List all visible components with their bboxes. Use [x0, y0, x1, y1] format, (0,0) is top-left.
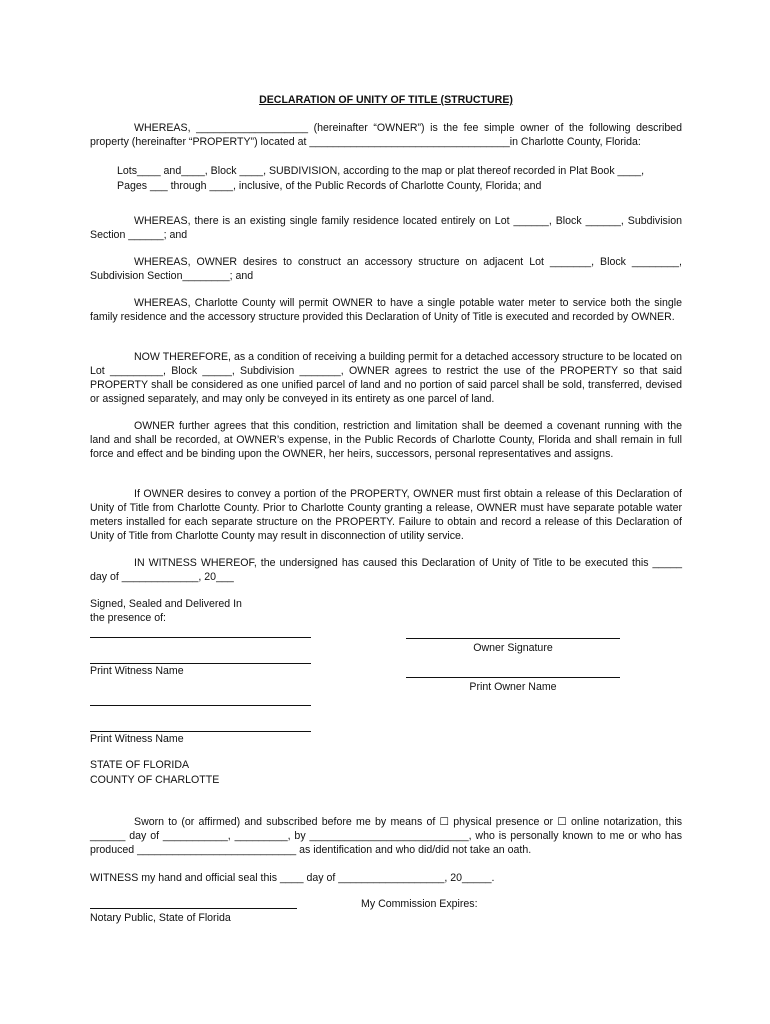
print-witness-name-label-1: Print Witness Name	[90, 665, 184, 677]
notary-county: COUNTY OF CHARLOTTE	[90, 774, 220, 786]
witness-1-signature-line[interactable]	[90, 637, 311, 638]
print-witness-name-label-2: Print Witness Name	[90, 733, 184, 745]
paragraph-covenant: OWNER further agrees that this condition, restriction and limitation shall be deemed a covenant running with the land and shall be recorded, at OWNER’s expense, in the Public Records of Charlotte County, Florida and shall remain in full force and effect and be binding upon the OWNER, her heirs, successors, personal representatives and assigns.	[90, 420, 682, 460]
notary-public-label: Notary Public, State of Florida	[90, 912, 231, 924]
legal-description-line-2: Pages ___ through ____, inclusive, of the Public Records of Charlotte County, Florida; and	[117, 180, 542, 192]
notary-signature-line[interactable]	[90, 908, 297, 909]
notary-sworn-statement: Sworn to (or affirmed) and subscribed before me by means of ☐ physical presence or ☐ online notarization, this ______ day of ___________, _________, by ___________________________, who is personally known to me or who has produced ___________________________ as identification and who did/did not take an oath.	[90, 816, 682, 856]
paragraph-in-witness: IN WITNESS WHEREOF, the undersigned has caused this Declaration of Unity of Title to be executed this _____ day of _____________, 20___	[90, 557, 682, 583]
legal-description-line-1: Lots____ and____, Block ____, SUBDIVISION, according to the map or plat thereof recorded in Plat Book ____,	[117, 165, 645, 177]
paragraph-now-therefore: NOW THEREFORE, as a condition of receiving a building permit for a detached accessory structure to be located on Lot _________, Block _____, Subdivision _______, OWNER agrees to restrict the use of the PROPERTY so that said PROPERTY shall be considered as one unified parcel of land and no portion of said parcel shall be sold, transferred, devised or assigned separately, and may only be conveyed in its entirety as one parcel of land.	[90, 351, 682, 405]
paragraph-release: If OWNER desires to convey a portion of the PROPERTY, OWNER must first obtain a release of this Declaration of Unity of Title from Charlotte County. Prior to Charlotte County granting a release, OWNER must have separate potable water meters installed for each separate structure on the PROPERTY. Failure to obtain and record a release of this Declaration of Unity of Title from Charlotte County may result in disconnection of utility service.	[90, 488, 682, 542]
document-title: DECLARATION OF UNITY OF TITLE (STRUCTURE)	[259, 94, 513, 106]
witness-2-signature-line[interactable]	[90, 705, 311, 706]
paragraph-water-meter: WHEREAS, Charlotte County will permit OWNER to have a single potable water meter to service both the single family residence and the accessory structure provided this Declaration of Unity of Title is executed and recorded by OWNER.	[90, 297, 682, 323]
paragraph-accessory-structure: WHEREAS, OWNER desires to construct an accessory structure on adjacent Lot _______, Block ________, Subdivision Section________; and	[90, 256, 682, 282]
notary-state: STATE OF FLORIDA	[90, 759, 190, 771]
notary-witness-seal: WITNESS my hand and official seal this ____ day of __________________, 20_____.	[90, 872, 495, 884]
owner-print-line[interactable]	[406, 677, 620, 678]
paragraph-owner-property: WHEREAS, ___________________ (hereinafter “OWNER”) is the fee simple owner of the following described property (hereinafter “PROPERTY”) located at __________________________________in Charlotte County, Florida:	[90, 122, 682, 148]
commission-expires-label: My Commission Expires:	[361, 898, 478, 910]
owner-signature-label: Owner Signature	[473, 642, 553, 654]
signed-sealed-line-2: the presence of:	[90, 612, 166, 624]
paragraph-existing-residence: WHEREAS, there is an existing single family residence located entirely on Lot ______, Block ______, Subdivision Section ______; and	[90, 215, 682, 241]
owner-signature-line[interactable]	[406, 638, 620, 639]
print-owner-name-label: Print Owner Name	[469, 681, 557, 693]
signed-sealed-line-1: Signed, Sealed and Delivered In	[90, 598, 242, 610]
